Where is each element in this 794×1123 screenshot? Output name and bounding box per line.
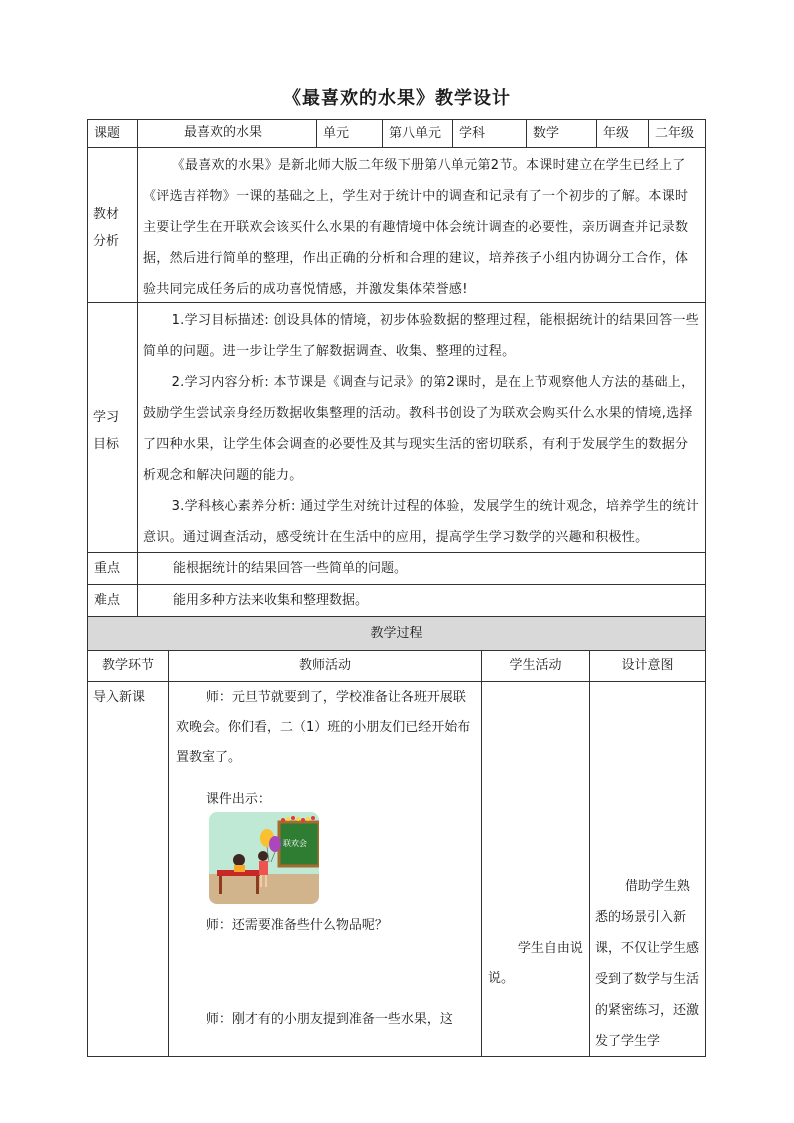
header-teacher: 教师活动	[168, 650, 482, 682]
key-point-label: 重点	[87, 552, 138, 585]
blackboard-text: 联欢会	[283, 839, 307, 848]
course-label: 课题	[87, 119, 138, 148]
difficulty-text: 能用多种方法来收集和整理数据。	[137, 584, 706, 617]
teacher-activity	[176, 683, 476, 815]
difficulty-label: 难点	[87, 584, 138, 617]
key-point-text: 能根据统计的结果回答一些简单的问题。	[137, 552, 706, 585]
unit-value: 第八单元	[382, 119, 453, 148]
student-cell	[481, 681, 590, 1057]
stage-cell	[87, 681, 169, 1057]
goals-label-2: 目标	[93, 437, 120, 452]
material-text: 《最喜欢的水果》是新北师大版二年级下册第八单元第2节。本课时建立在学生已经上了《评选吉祥物》一课的基础之上，学生对于统计中的调查和记录有了一个初步的了解。本课时主要让学生在开联欢会该买什么水果的有趣情境中体会统计调查的必要性，亲历调查并记录数据，然后进行简单的整理，作出正确的分析和合理的建议，培养孩子小组内协调分工合作，体验共同完成任务后的成功喜悦情感，并激发集体荣誉感!	[143, 158, 689, 297]
course-value: 最喜欢的水果	[137, 119, 317, 148]
material-label-1: 教材	[93, 207, 120, 222]
subject-value: 数学	[526, 119, 597, 148]
teacher-fruit-text: 师：刚才有的小朋友提到准备一些水果，这	[205, 1012, 453, 1027]
unit-label: 单元	[316, 119, 383, 148]
header-intent: 设计意图	[589, 650, 706, 682]
courseware-label: 课件出示：	[205, 792, 271, 807]
header-stage: 教学环节	[87, 650, 169, 682]
teacher-activity-continued	[176, 911, 476, 1035]
classroom-illustration	[209, 812, 319, 904]
design-intent: 借助学生熟悉的场景引入新课，不仅让学生感受到了数学与生活的紧密练习，还激发了学生学	[595, 879, 700, 1049]
header-student: 学生活动	[481, 650, 590, 682]
stage-label: 导入新课	[93, 690, 146, 705]
subject-label: 学科	[452, 119, 527, 148]
grade-value: 二年级	[648, 119, 706, 148]
teacher-intro-text: 师：元旦节就要到了，学校准备让各班开展联欢晚会。你们看，二（1）班的小朋友们已经开始布置教室了。	[176, 690, 471, 765]
goals-label-1: 学习	[93, 410, 120, 425]
goals-text: 1.学习目标描述: 创设具体的情境，初步体验数据的整理过程，能根据统计的结果回答一些简单的问题。进一步让学生了解数据调查、收集、整理的过程。 2.学习内容分析: 本节课是《调查与记录》的第2课时，是在上节观察他人方法的基础上，鼓励学生尝试亲身经历数据收集整理的活动。教科书创设了为联欢会购买什么水果的情境,选择了四种水果，让学生体会调查的必要性及其与现实生活的密切联系，有利于发展学生的数据分析观念和解决问题的能力。 3.学科核心素养分析: 通过学生对统计过程的体验，发展学生的统计观念，培养学生的统计意识。通过调查活动，感受统计在生活中的应用，提高学生学习数学的兴趣和积极性。	[143, 313, 700, 545]
process-title: 教学过程	[87, 616, 706, 651]
material-label-2: 分析	[93, 234, 120, 249]
student-activity: 学生自由说说。	[488, 941, 583, 986]
teacher-question-text: 师：还需要准备些什么物品呢？	[205, 918, 388, 933]
grade-label: 年级	[596, 119, 649, 148]
page-title: 《最喜欢的水果》教学设计	[283, 88, 511, 109]
